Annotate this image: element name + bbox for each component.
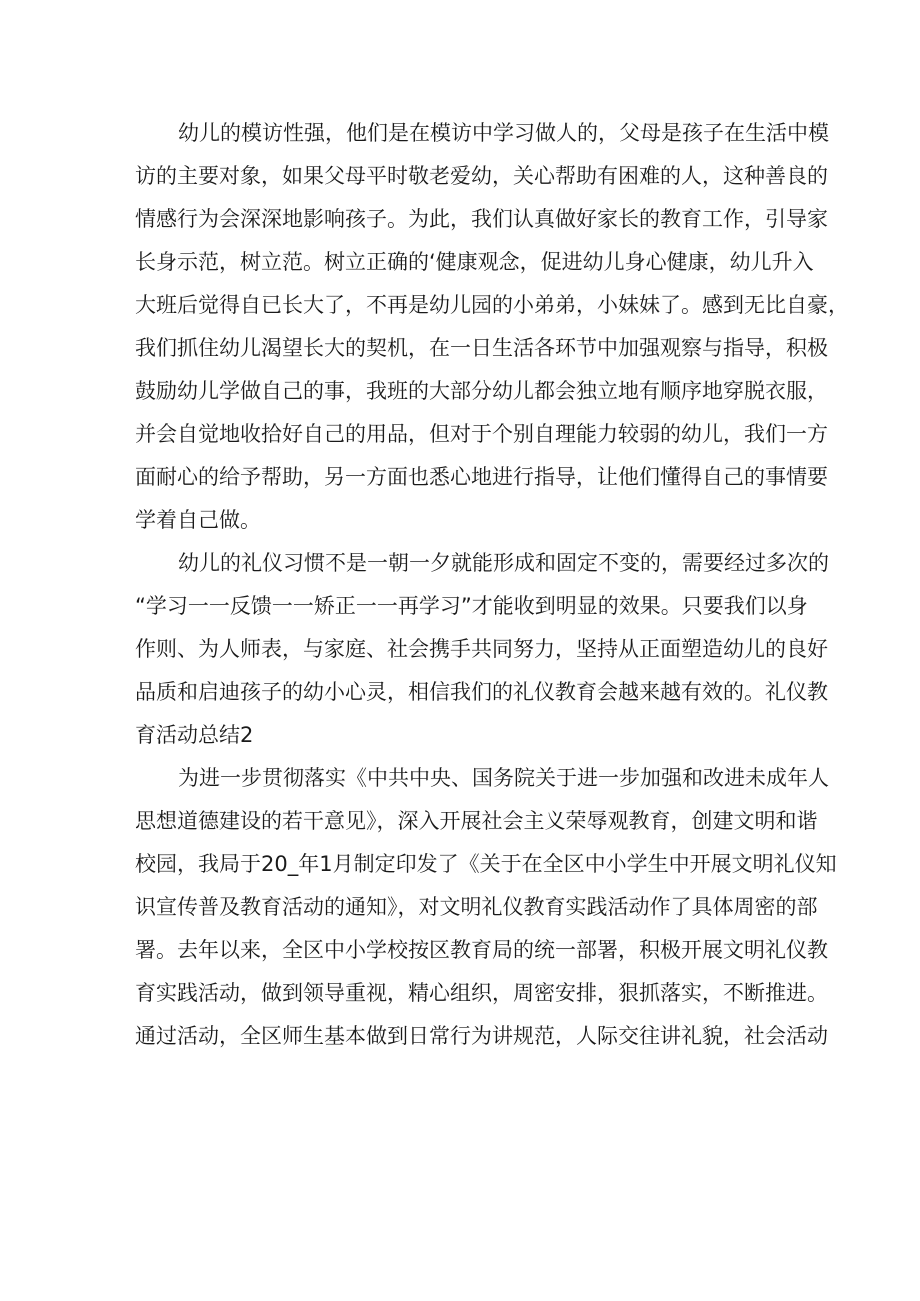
paragraph-1-line-2: 访的主要对象，如果父母平时敬老爱幼，关心帮助有困难的人，这种善良的 <box>135 164 828 188</box>
paragraph-3-line-2: 思想道德建设的若干意见》，深入开展社会主义荣辱观教育，创建文明和谐 <box>135 809 818 833</box>
paragraph-1-line-6: 我们抓住幼儿渴望长大的契机，在一日生活各环节中加强观察与指导，积极 <box>135 336 828 360</box>
paragraph-1-line-3: 情感行为会深深地影响孩子。为此，我们认真做好家长的教育工作，引导家 <box>135 207 828 231</box>
paragraph-2-line-2: “学习一一反馈一一矫正一一再学习”才能收到明显的效果。只要我们以身 <box>135 594 808 618</box>
paragraph-3-line-5: 署。去年以来，全区中小学校按区教育局的统一部署，积极开展文明礼仪教 <box>135 938 828 962</box>
paragraph-2-line-3: 作则、为人师表，与家庭、社会携手共同努力，坚持从正面塑造幼儿的良好 <box>135 637 828 661</box>
paragraph-3-line-3: 校园，我局于20_年1月制定印发了《关于在全区中小学生中开展文明礼仪知 <box>135 852 837 876</box>
paragraph-1-line-1: 幼儿的模访性强，他们是在模访中学习做人的，父母是孩子在生活中模 <box>178 121 829 145</box>
paragraph-3-line-7: 通过活动，全区师生基本做到日常行为讲规范，人际交往讲礼貌，社会活动 <box>135 1024 828 1048</box>
paragraph-3-line-1: 为进一步贯彻落实《中共中央、国务院关于进一步加强和改进未成年人 <box>178 766 829 790</box>
paragraph-1-line-4: 长身示范，树立范。树立正确的‘健康观念，促进幼儿身心健康，幼儿升入 <box>135 250 814 274</box>
paragraph-2-line-4: 品质和启迪孩子的幼小心灵，相信我们的礼仪教育会越来越有效的。礼仪教 <box>135 680 828 704</box>
paragraph-3-line-6: 育实践活动，做到领导重视，精心组织，周密安排，狠抓落实，不断推进。 <box>135 981 828 1005</box>
paragraph-1-line-9: 面耐心的给予帮助，另一方面也悉心地进行指导，让他们懂得自己的事情要 <box>135 465 828 489</box>
paragraph-3-line-4: 识宣传普及教育活动的通知》，对文明礼仪教育实践活动作了具体周密的部 <box>135 895 818 919</box>
paragraph-2-line-5: 育活动总结2 <box>135 723 254 747</box>
paragraph-1-line-5: 大班后觉得自已长大了，不再是幼儿园的小弟弟，小妹妹了。感到无比自豪， <box>135 293 849 317</box>
paragraph-1-line-7: 鼓励幼儿学做自己的事，我班的大部分幼儿都会独立地有顺序地穿脱衣服， <box>135 379 828 403</box>
paragraph-1-line-10: 学着自己做。 <box>135 508 261 532</box>
paragraph-1-line-8: 并会自觉地收拾好自己的用品，但对于个别自理能力较弱的幼儿，我们一方 <box>135 422 828 446</box>
paragraph-2-line-1: 幼儿的礼仪习惯不是一朝一夕就能形成和固定不变的，需要经过多次的 <box>178 551 829 575</box>
